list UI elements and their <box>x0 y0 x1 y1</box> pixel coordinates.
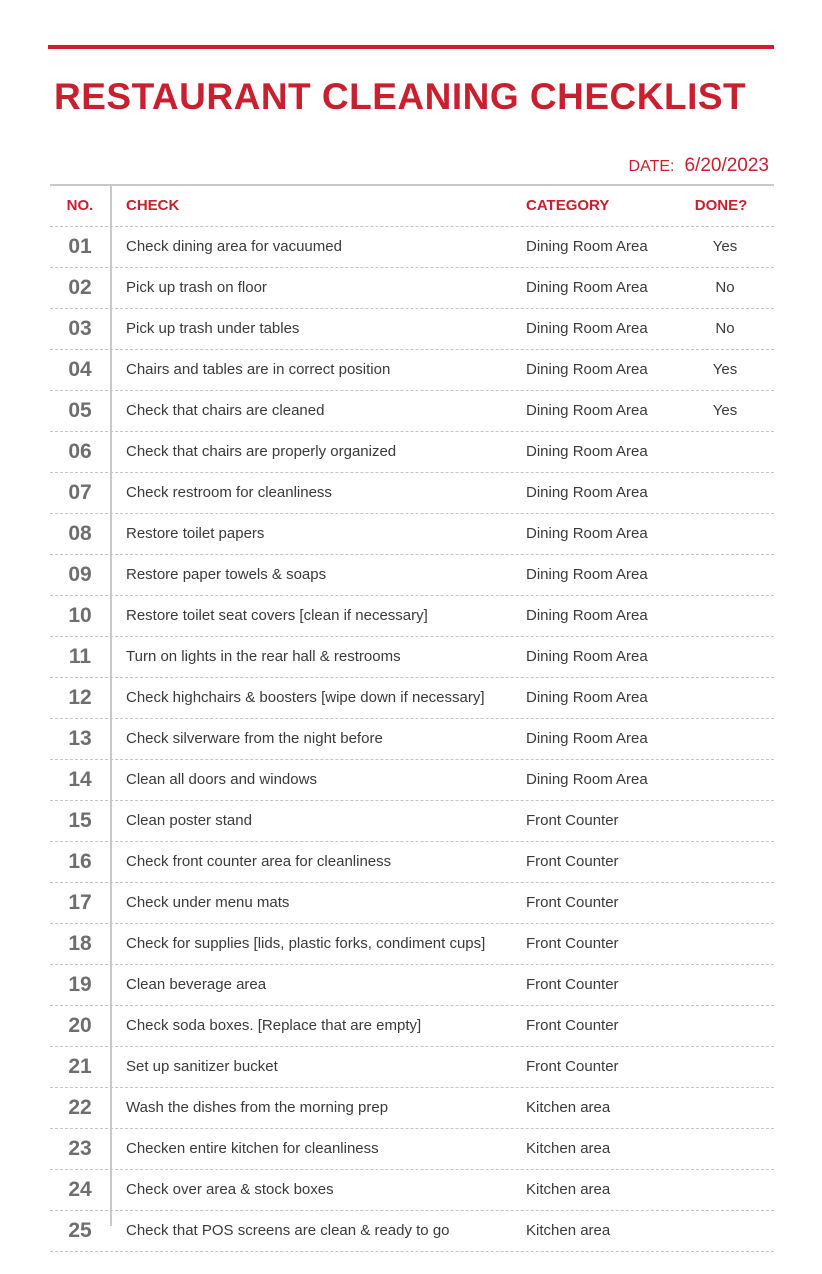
row-category: Dining Room Area <box>526 279 648 296</box>
row-check: Restore toilet papers <box>126 525 265 542</box>
table-row <box>50 473 774 514</box>
row-done <box>680 637 770 677</box>
row-number: 25 <box>68 1219 92 1242</box>
row-check: Check under menu mats <box>126 894 290 911</box>
row-category: Front Counter <box>526 1058 619 1075</box>
header-category: CATEGORY <box>526 197 610 214</box>
table-row <box>50 309 774 350</box>
row-check: Check silverware from the night before <box>126 730 383 747</box>
row-check: Check for supplies [lids, plastic forks, condiment cups] <box>126 935 486 952</box>
row-number: 14 <box>68 768 92 791</box>
row-number: 16 <box>68 850 92 873</box>
row-check: Check restroom for cleanliness <box>126 484 332 501</box>
row-check: Clean all doors and windows <box>126 771 317 788</box>
row-number: 18 <box>68 932 92 955</box>
row-check: Restore toilet seat covers [clean if necessary] <box>126 607 428 624</box>
row-done: No <box>715 320 735 337</box>
row-number: 11 <box>68 645 92 668</box>
row-check: Check that POS screens are clean & ready to go <box>126 1222 450 1239</box>
row-check: Check that chairs are cleaned <box>126 402 325 419</box>
table-row <box>50 432 774 473</box>
row-category: Kitchen area <box>526 1181 611 1198</box>
row-category: Dining Room Area <box>526 320 648 337</box>
row-check: Set up sanitizer bucket <box>126 1058 278 1075</box>
row-check: Check front counter area for cleanliness <box>126 853 392 870</box>
table-row <box>50 637 774 678</box>
row-number: 02 <box>68 276 92 299</box>
row-number: 10 <box>68 604 92 627</box>
row-category: Front Counter <box>526 853 619 870</box>
table-row <box>50 227 774 268</box>
row-category: Dining Room Area <box>526 402 648 419</box>
row-done: Yes <box>712 361 738 378</box>
row-done <box>680 1088 770 1128</box>
table-row <box>50 268 774 309</box>
row-check: Pick up trash under tables <box>126 320 300 337</box>
row-done <box>680 719 770 759</box>
row-check: Turn on lights in the rear hall & restrooms <box>126 648 401 665</box>
row-check: Pick up trash on floor <box>126 279 267 296</box>
row-done <box>680 1129 770 1169</box>
row-number: 21 <box>68 1055 92 1078</box>
table-row <box>50 760 774 801</box>
row-check: Chairs and tables are in correct position <box>126 361 391 378</box>
row-done: Yes <box>712 238 738 255</box>
row-category: Front Counter <box>526 976 619 993</box>
row-category: Front Counter <box>526 1017 619 1034</box>
row-done <box>680 924 770 964</box>
row-done <box>680 965 770 1005</box>
row-category: Front Counter <box>526 935 619 952</box>
row-category: Dining Room Area <box>526 648 648 665</box>
row-number: 05 <box>68 399 92 422</box>
row-number: 23 <box>68 1137 92 1160</box>
table-row <box>50 719 774 760</box>
row-done <box>680 1170 770 1210</box>
row-check: Check over area & stock boxes <box>126 1181 334 1198</box>
table-row <box>50 514 774 555</box>
row-category: Dining Room Area <box>526 730 648 747</box>
top-divider <box>48 45 774 49</box>
row-number: 09 <box>68 563 92 586</box>
table-body <box>50 227 774 1252</box>
row-done <box>680 1006 770 1046</box>
row-number: 04 <box>68 358 92 381</box>
row-number: 06 <box>68 440 92 463</box>
page-title: RESTAURANT CLEANING CHECKLIST <box>54 76 747 117</box>
row-check: Checken entire kitchen for cleanliness <box>126 1140 379 1157</box>
table-row <box>50 1129 774 1170</box>
row-done <box>680 801 770 841</box>
row-done <box>680 842 770 882</box>
row-category: Dining Room Area <box>526 689 648 706</box>
row-done <box>680 555 770 595</box>
row-number: 12 <box>68 686 92 709</box>
row-number: 01 <box>68 235 92 258</box>
table-row <box>50 350 774 391</box>
row-category: Kitchen area <box>526 1099 611 1116</box>
header-done: DONE? <box>694 197 748 214</box>
row-category: Dining Room Area <box>526 361 648 378</box>
date-label: DATE: <box>628 158 675 175</box>
row-done <box>680 596 770 636</box>
table-row <box>50 1088 774 1129</box>
row-done <box>680 883 770 923</box>
row-done <box>680 678 770 718</box>
row-check: Clean beverage area <box>126 976 267 993</box>
row-number: 15 <box>68 809 92 832</box>
table-row <box>50 1006 774 1047</box>
row-category: Dining Room Area <box>526 238 648 255</box>
row-number: 03 <box>68 317 92 340</box>
table-row <box>50 555 774 596</box>
row-number: 22 <box>68 1096 92 1119</box>
header-check: CHECK <box>126 197 180 214</box>
row-category: Kitchen area <box>526 1222 611 1239</box>
table-row <box>50 883 774 924</box>
row-category: Dining Room Area <box>526 566 648 583</box>
row-category: Front Counter <box>526 894 619 911</box>
table-row <box>50 596 774 637</box>
row-done: Yes <box>712 402 738 419</box>
table-row <box>50 1170 774 1211</box>
table-row <box>50 924 774 965</box>
table-row <box>50 391 774 432</box>
row-check: Restore paper towels & soaps <box>126 566 327 583</box>
table-row <box>50 965 774 1006</box>
row-check: Check that chairs are properly organized <box>126 443 397 460</box>
row-check: Check dining area for vacuumed <box>126 238 342 255</box>
row-done: No <box>715 279 735 296</box>
row-category: Front Counter <box>526 812 619 829</box>
row-done <box>680 432 770 472</box>
row-done <box>680 760 770 800</box>
date-value: 6/20/2023 <box>684 155 769 176</box>
row-number: 13 <box>68 727 92 750</box>
table-row <box>50 1211 774 1252</box>
row-category: Dining Room Area <box>526 443 648 460</box>
row-done <box>680 1211 770 1251</box>
row-check: Check soda boxes. [Replace that are empty] <box>126 1017 422 1034</box>
row-category: Dining Room Area <box>526 525 648 542</box>
row-check: Check highchairs & boosters [wipe down if necessary] <box>126 689 485 706</box>
row-category: Dining Room Area <box>526 484 648 501</box>
table-row <box>50 1047 774 1088</box>
row-category: Dining Room Area <box>526 771 648 788</box>
row-number: 07 <box>68 481 92 504</box>
checklist-table <box>50 184 774 1252</box>
date-field <box>629 155 769 177</box>
row-number: 19 <box>68 973 92 996</box>
row-category: Dining Room Area <box>526 607 648 624</box>
row-category: Kitchen area <box>526 1140 611 1157</box>
table-row <box>50 678 774 719</box>
row-done <box>680 1047 770 1087</box>
header-no: NO. <box>66 197 94 214</box>
row-done <box>680 473 770 513</box>
row-check: Wash the dishes from the morning prep <box>126 1099 389 1116</box>
table-row <box>50 842 774 883</box>
row-number: 20 <box>68 1014 92 1037</box>
row-done <box>680 514 770 554</box>
table-row <box>50 801 774 842</box>
row-check: Clean poster stand <box>126 812 252 829</box>
row-number: 08 <box>68 522 92 545</box>
table-header-row <box>50 186 774 227</box>
row-number: 17 <box>68 891 92 914</box>
row-number: 24 <box>68 1178 92 1201</box>
